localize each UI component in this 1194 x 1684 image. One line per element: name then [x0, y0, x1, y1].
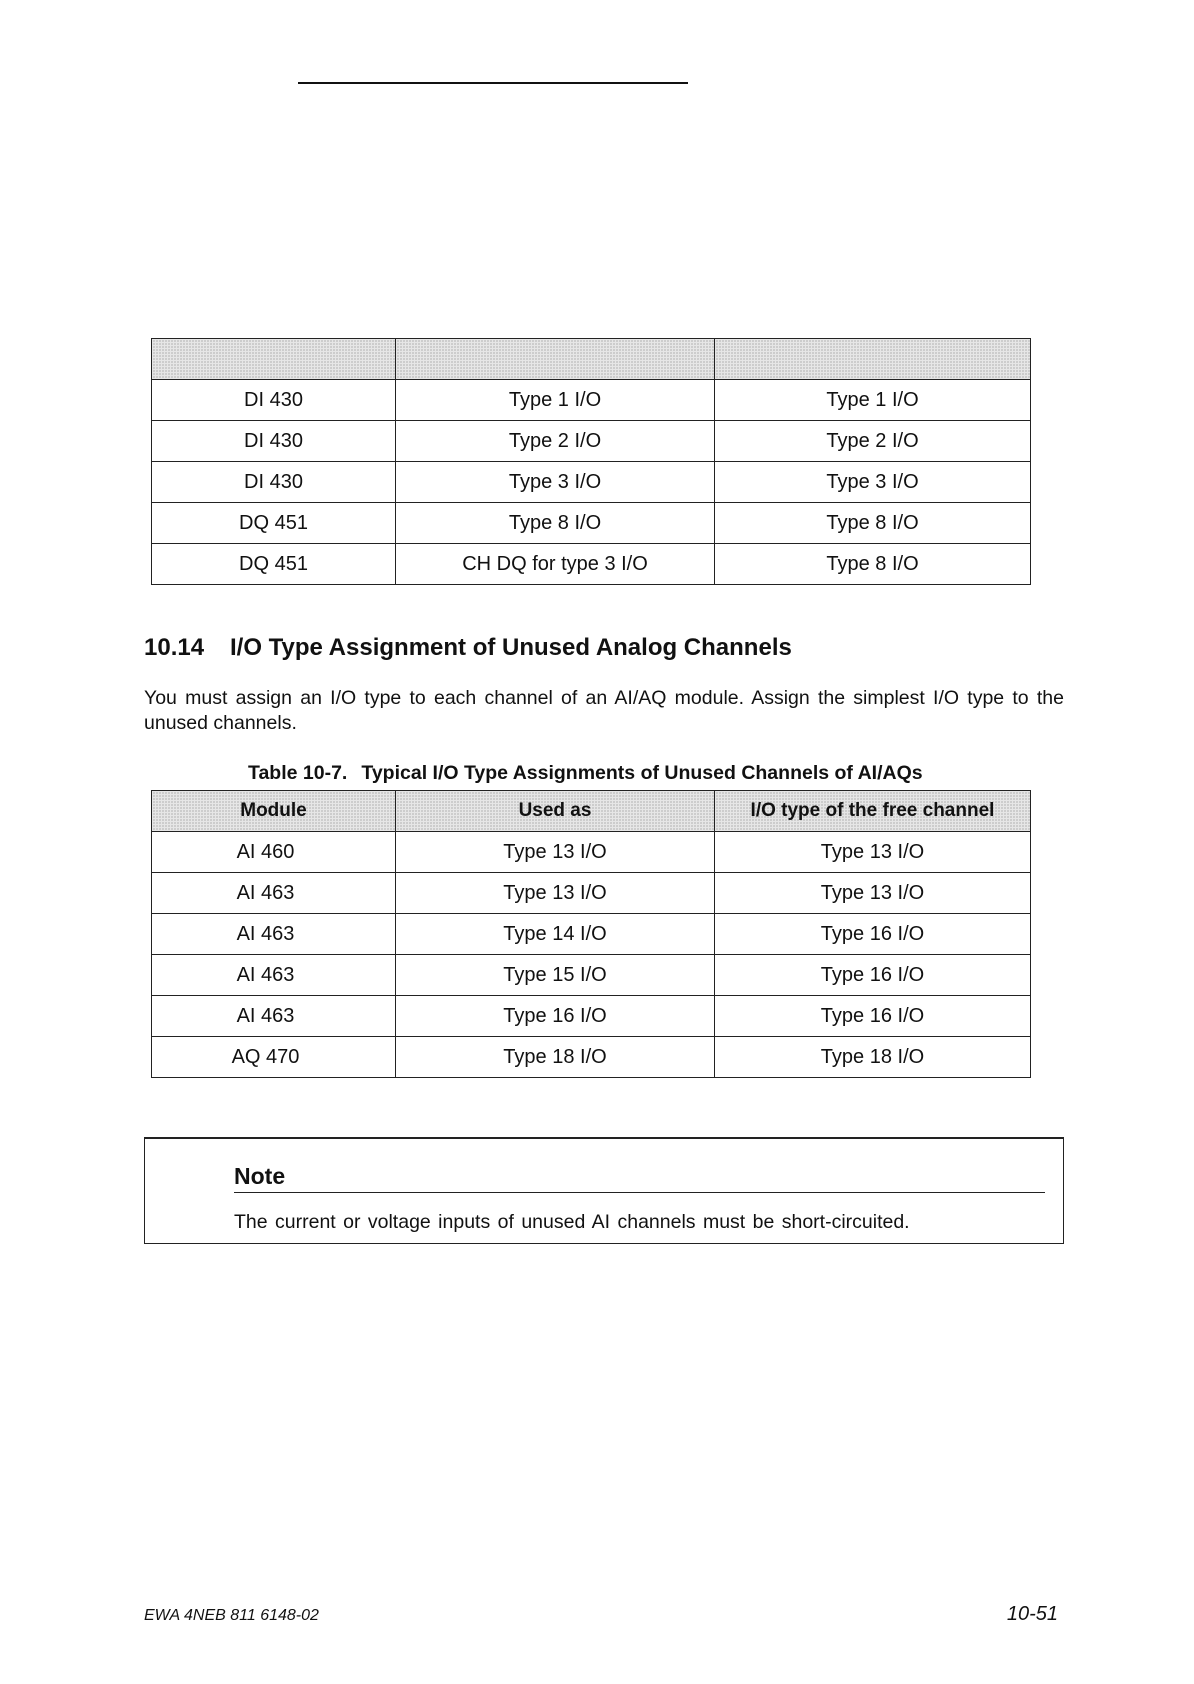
table-row — [152, 873, 1031, 914]
module-cell: DQ 451 — [152, 544, 396, 585]
free-channel-cell: Type 18 I/O — [715, 1037, 1031, 1078]
table-row — [152, 955, 1031, 996]
used-as-cell: Type 16 I/O — [396, 996, 715, 1037]
free-channel-cell: Type 16 I/O — [715, 955, 1031, 996]
table-row — [152, 462, 1031, 503]
table-row — [152, 1037, 1031, 1078]
header-cell — [396, 339, 715, 380]
free-channel-cell: Type 13 I/O — [715, 873, 1031, 914]
table-digital-io-types — [151, 338, 1031, 585]
header-cell — [152, 339, 396, 380]
header-free-channel: I/O type of the free channel — [715, 791, 1031, 832]
header-used-as: Used as — [396, 791, 715, 832]
module-cell: AI 463 — [152, 996, 396, 1037]
header-module: Module — [152, 791, 396, 832]
module-cell: AI 463 — [152, 873, 396, 914]
used-as-cell: Type 14 I/O — [396, 914, 715, 955]
free-channel-cell: Type 13 I/O — [715, 832, 1031, 873]
note-title: Note — [234, 1163, 1045, 1193]
table-caption — [248, 762, 923, 785]
used-as-cell: Type 8 I/O — [396, 503, 715, 544]
module-cell: DI 430 — [152, 380, 396, 421]
module-cell: AI 463 — [152, 955, 396, 996]
table-caption-label: Table 10-7. — [248, 762, 348, 784]
table-analog-io-types — [151, 790, 1031, 1078]
module-cell: AI 463 — [152, 914, 396, 955]
table-row — [152, 380, 1031, 421]
top-rule — [298, 82, 688, 84]
module-cell: DQ 451 — [152, 503, 396, 544]
table-row — [152, 421, 1031, 462]
free-channel-cell: Type 3 I/O — [715, 462, 1031, 503]
header-cell — [715, 339, 1031, 380]
free-channel-cell: Type 8 I/O — [715, 544, 1031, 585]
footer-page-number: 10-51 — [1006, 1603, 1058, 1625]
free-channel-cell: Type 8 I/O — [715, 503, 1031, 544]
module-cell: AI 460 — [152, 832, 396, 873]
footer-doc-id: EWA 4NEB 811 6148-02 — [144, 1607, 319, 1624]
used-as-cell: Type 18 I/O — [396, 1037, 715, 1078]
module-cell: AQ 470 — [152, 1037, 396, 1078]
table-caption-title: Typical I/O Type Assignments of Unused Channels of AI/AQs — [361, 762, 923, 784]
intro-paragraph: You must assign an I/O type to each channel of an AI/AQ module. Assign the simplest I/O type to the unused channels. — [144, 687, 1064, 734]
free-channel-cell: Type 1 I/O — [715, 380, 1031, 421]
used-as-cell: Type 15 I/O — [396, 955, 715, 996]
table-row — [152, 996, 1031, 1037]
section-heading — [144, 634, 792, 662]
used-as-cell: CH DQ for type 3 I/O — [396, 544, 715, 585]
used-as-cell: Type 3 I/O — [396, 462, 715, 503]
used-as-cell: Type 13 I/O — [396, 873, 715, 914]
used-as-cell: Type 1 I/O — [396, 380, 715, 421]
note-text: The current or voltage inputs of unused AI channels must be short-circuited. — [234, 1211, 910, 1233]
module-cell: DI 430 — [152, 421, 396, 462]
used-as-cell: Type 13 I/O — [396, 832, 715, 873]
note-box — [144, 1137, 1064, 1244]
table-row — [152, 544, 1031, 585]
section-number: 10.14 — [144, 634, 205, 661]
table-header-row — [152, 339, 1031, 380]
free-channel-cell: Type 16 I/O — [715, 914, 1031, 955]
section-title: I/O Type Assignment of Unused Analog Channels — [230, 634, 792, 661]
table-row — [152, 914, 1031, 955]
table-header-row — [152, 791, 1031, 832]
free-channel-cell: Type 2 I/O — [715, 421, 1031, 462]
table-row — [152, 832, 1031, 873]
table-row — [152, 503, 1031, 544]
module-cell: DI 430 — [152, 462, 396, 503]
free-channel-cell: Type 16 I/O — [715, 996, 1031, 1037]
used-as-cell: Type 2 I/O — [396, 421, 715, 462]
